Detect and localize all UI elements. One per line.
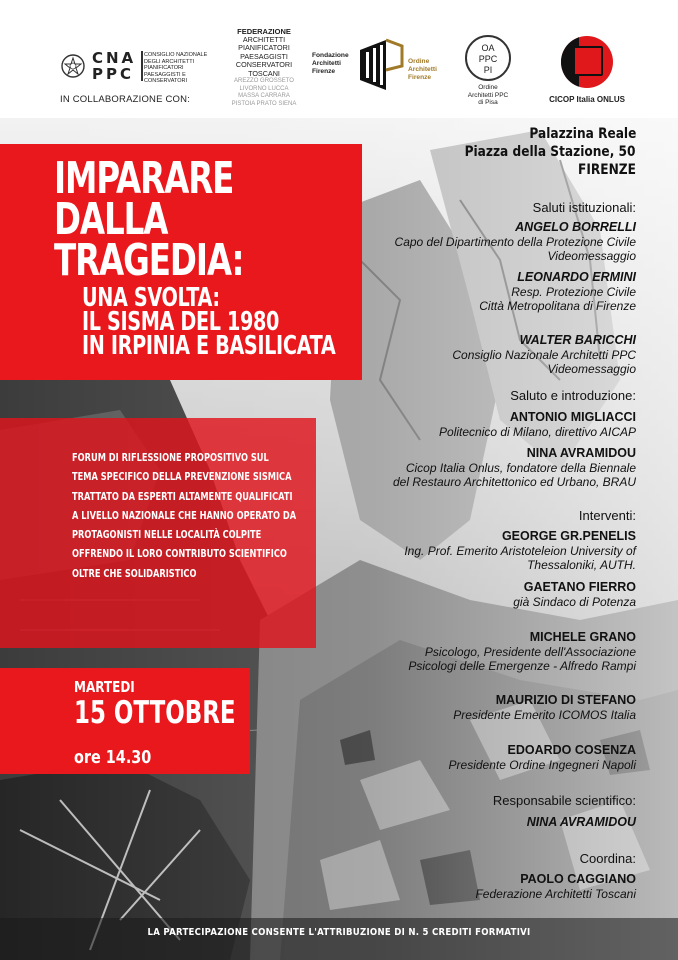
speaker-name: LEONARDO ERMINI: [517, 270, 636, 284]
header-logos: [0, 0, 678, 118]
ordine-firenze-label: Ordine Architetti Firenze: [408, 58, 437, 81]
speaker-name: GAETANO FIERRO: [523, 580, 636, 594]
speaker-name: GEORGE GR.PENELIS: [501, 529, 636, 543]
speaker-name: NINA AVRAMIDOU: [526, 446, 636, 460]
forum-description-panel: [0, 418, 316, 648]
responsabile-label: Responsabile scientifico:: [492, 793, 636, 808]
cna-letters-top: CNA: [92, 49, 137, 67]
federazione-body: ARCHITETTI PIANIFICATORI PAESAGGISTI CONSERVATORI TOSCANI: [235, 35, 293, 78]
saluti-label: Saluti istituzionali:: [532, 200, 636, 215]
fondazione-label: Fondazione Architetti Firenze: [312, 52, 349, 75]
speaker-role: Psicologo, Presidente dell'Associazione: [424, 645, 636, 659]
speaker-role: Presidente Emerito ICOMOS Italia: [453, 708, 636, 722]
collaboration-label: IN COLLABORAZIONE CON:: [60, 94, 191, 105]
oappc-pisa-logo: [457, 35, 519, 115]
italian-republic-emblem-icon: [60, 52, 86, 80]
event-date: 15 OTTOBRE: [74, 695, 236, 731]
interventi-label: Interventi:: [578, 508, 636, 523]
speaker-role: Ing. Prof. Emerito Aristoteleion University of: [404, 544, 636, 558]
cna-letters-bottom: PPC: [92, 65, 134, 83]
speaker-role: Videomessaggio: [547, 362, 636, 376]
intro-label: Saluto e introduzione:: [510, 388, 636, 403]
fondazione-architetti-firenze-logo: [312, 36, 448, 100]
sub-title: UNA SVOLTA: IL SISMA DEL 1980 IN IRPINIA E BASILICATA: [82, 283, 336, 361]
cicop-caption: CICOP Italia ONLUS: [549, 95, 625, 104]
main-title: IMPARARE DALLA TRAGEDIA:: [54, 153, 244, 286]
event-day: MARTEDI: [74, 678, 135, 696]
coordinator-name: PAOLO CAGGIANO: [520, 872, 636, 886]
coordinator-role: Federazione Architetti Toscani: [475, 887, 636, 901]
speaker-role: Politecnico di Milano, direttivo AICAP: [439, 425, 636, 439]
speaker-name: ANGELO BORRELLI: [515, 220, 636, 234]
speaker-role: Presidente Ordine Ingegneri Napoli: [448, 758, 636, 772]
federazione-cities: AREZZO GROSSETO LIVORNO LUCCA MASSA CARRARA PISTOIA PRATO SIENA: [231, 78, 297, 107]
coordina-label: Coordina:: [579, 851, 636, 866]
venue-line1: Palazzina Reale: [529, 126, 636, 142]
speaker-role: Thessaloniki, AUTH.: [527, 558, 636, 572]
event-date-panel: [0, 668, 250, 774]
credits-note: LA PARTECIPAZIONE CONSENTE L'ATTRIBUZIONE DI N. 5 CREDITI FORMATIVI: [147, 927, 531, 938]
speaker-role: Cicop Italia Onlus, fondatore della Biennale: [405, 461, 636, 475]
title-panel: [0, 144, 362, 380]
speaker-name: MICHELE GRANO: [529, 630, 636, 644]
oappc-mark: OA PPC PI: [465, 35, 511, 81]
speaker-role: Capo del Dipartimento della Protezione Civile: [394, 235, 636, 249]
venue-city: FIRENZE: [578, 162, 636, 178]
speaker-name: EDOARDO COSENZA: [507, 743, 636, 757]
cicop-logo: [540, 36, 634, 112]
speaker-role: del Restauro Architettonico ed Urbano, BRAU: [392, 475, 636, 489]
speaker-role: già Sindaco di Potenza: [513, 595, 636, 609]
cna-ppc-logo: [60, 48, 210, 98]
speaker-role: Resp. Protezione Civile: [511, 285, 636, 299]
speaker-role: Videomessaggio: [547, 249, 636, 263]
speaker-role: Città Metropolitana di Firenze: [479, 299, 636, 313]
speaker-role: Consiglio Nazionale Architetti PPC: [452, 348, 636, 362]
responsabile-name: NINA AVRAMIDOU: [526, 815, 636, 829]
architectural-mark-icon: [356, 36, 406, 94]
divider: [141, 51, 143, 81]
speaker-name: MAURIZIO DI STEFANO: [495, 693, 636, 707]
speaker-name: WALTER BARICCHI: [519, 333, 636, 347]
oappc-caption: Ordine Architetti PPC di Pisa: [467, 84, 509, 106]
cicop-disk-icon: [561, 36, 613, 88]
event-time: ore 14.30: [74, 747, 152, 768]
venue-line2: Piazza della Stazione, 50: [465, 144, 636, 160]
forum-description: FORUM DI RIFLESSIONE PROPOSITIVO SUL TEMA SPECIFICO DELLA PREVENZIONE SISMICA TRATTATO DA ESPERTI ALTAMENTE QUALIFICATI A LIVELLO NAZIONALE CHE HANNO OPERATO DA PROTAGONISTI NELLE LOCALITÀ COLPITE OFFRENDO IL LORO CONTRIBUTO SCIENTIFICO OLTRE CHE SOLIDARISTICO: [72, 451, 297, 580]
federazione-title: FEDERAZIONE: [237, 27, 291, 36]
federazione-logo: [228, 27, 300, 108]
speaker-name: ANTONIO MIGLIACCI: [509, 410, 636, 424]
cna-subtitle: CONSIGLIO NAZIONALE DEGLI ARCHITETTI PIANIFICATORI PAESAGGISTI E CONSERVATORI: [144, 52, 208, 84]
speaker-role: Psicologi delle Emergenze - Alfredo Rampi: [408, 659, 636, 673]
